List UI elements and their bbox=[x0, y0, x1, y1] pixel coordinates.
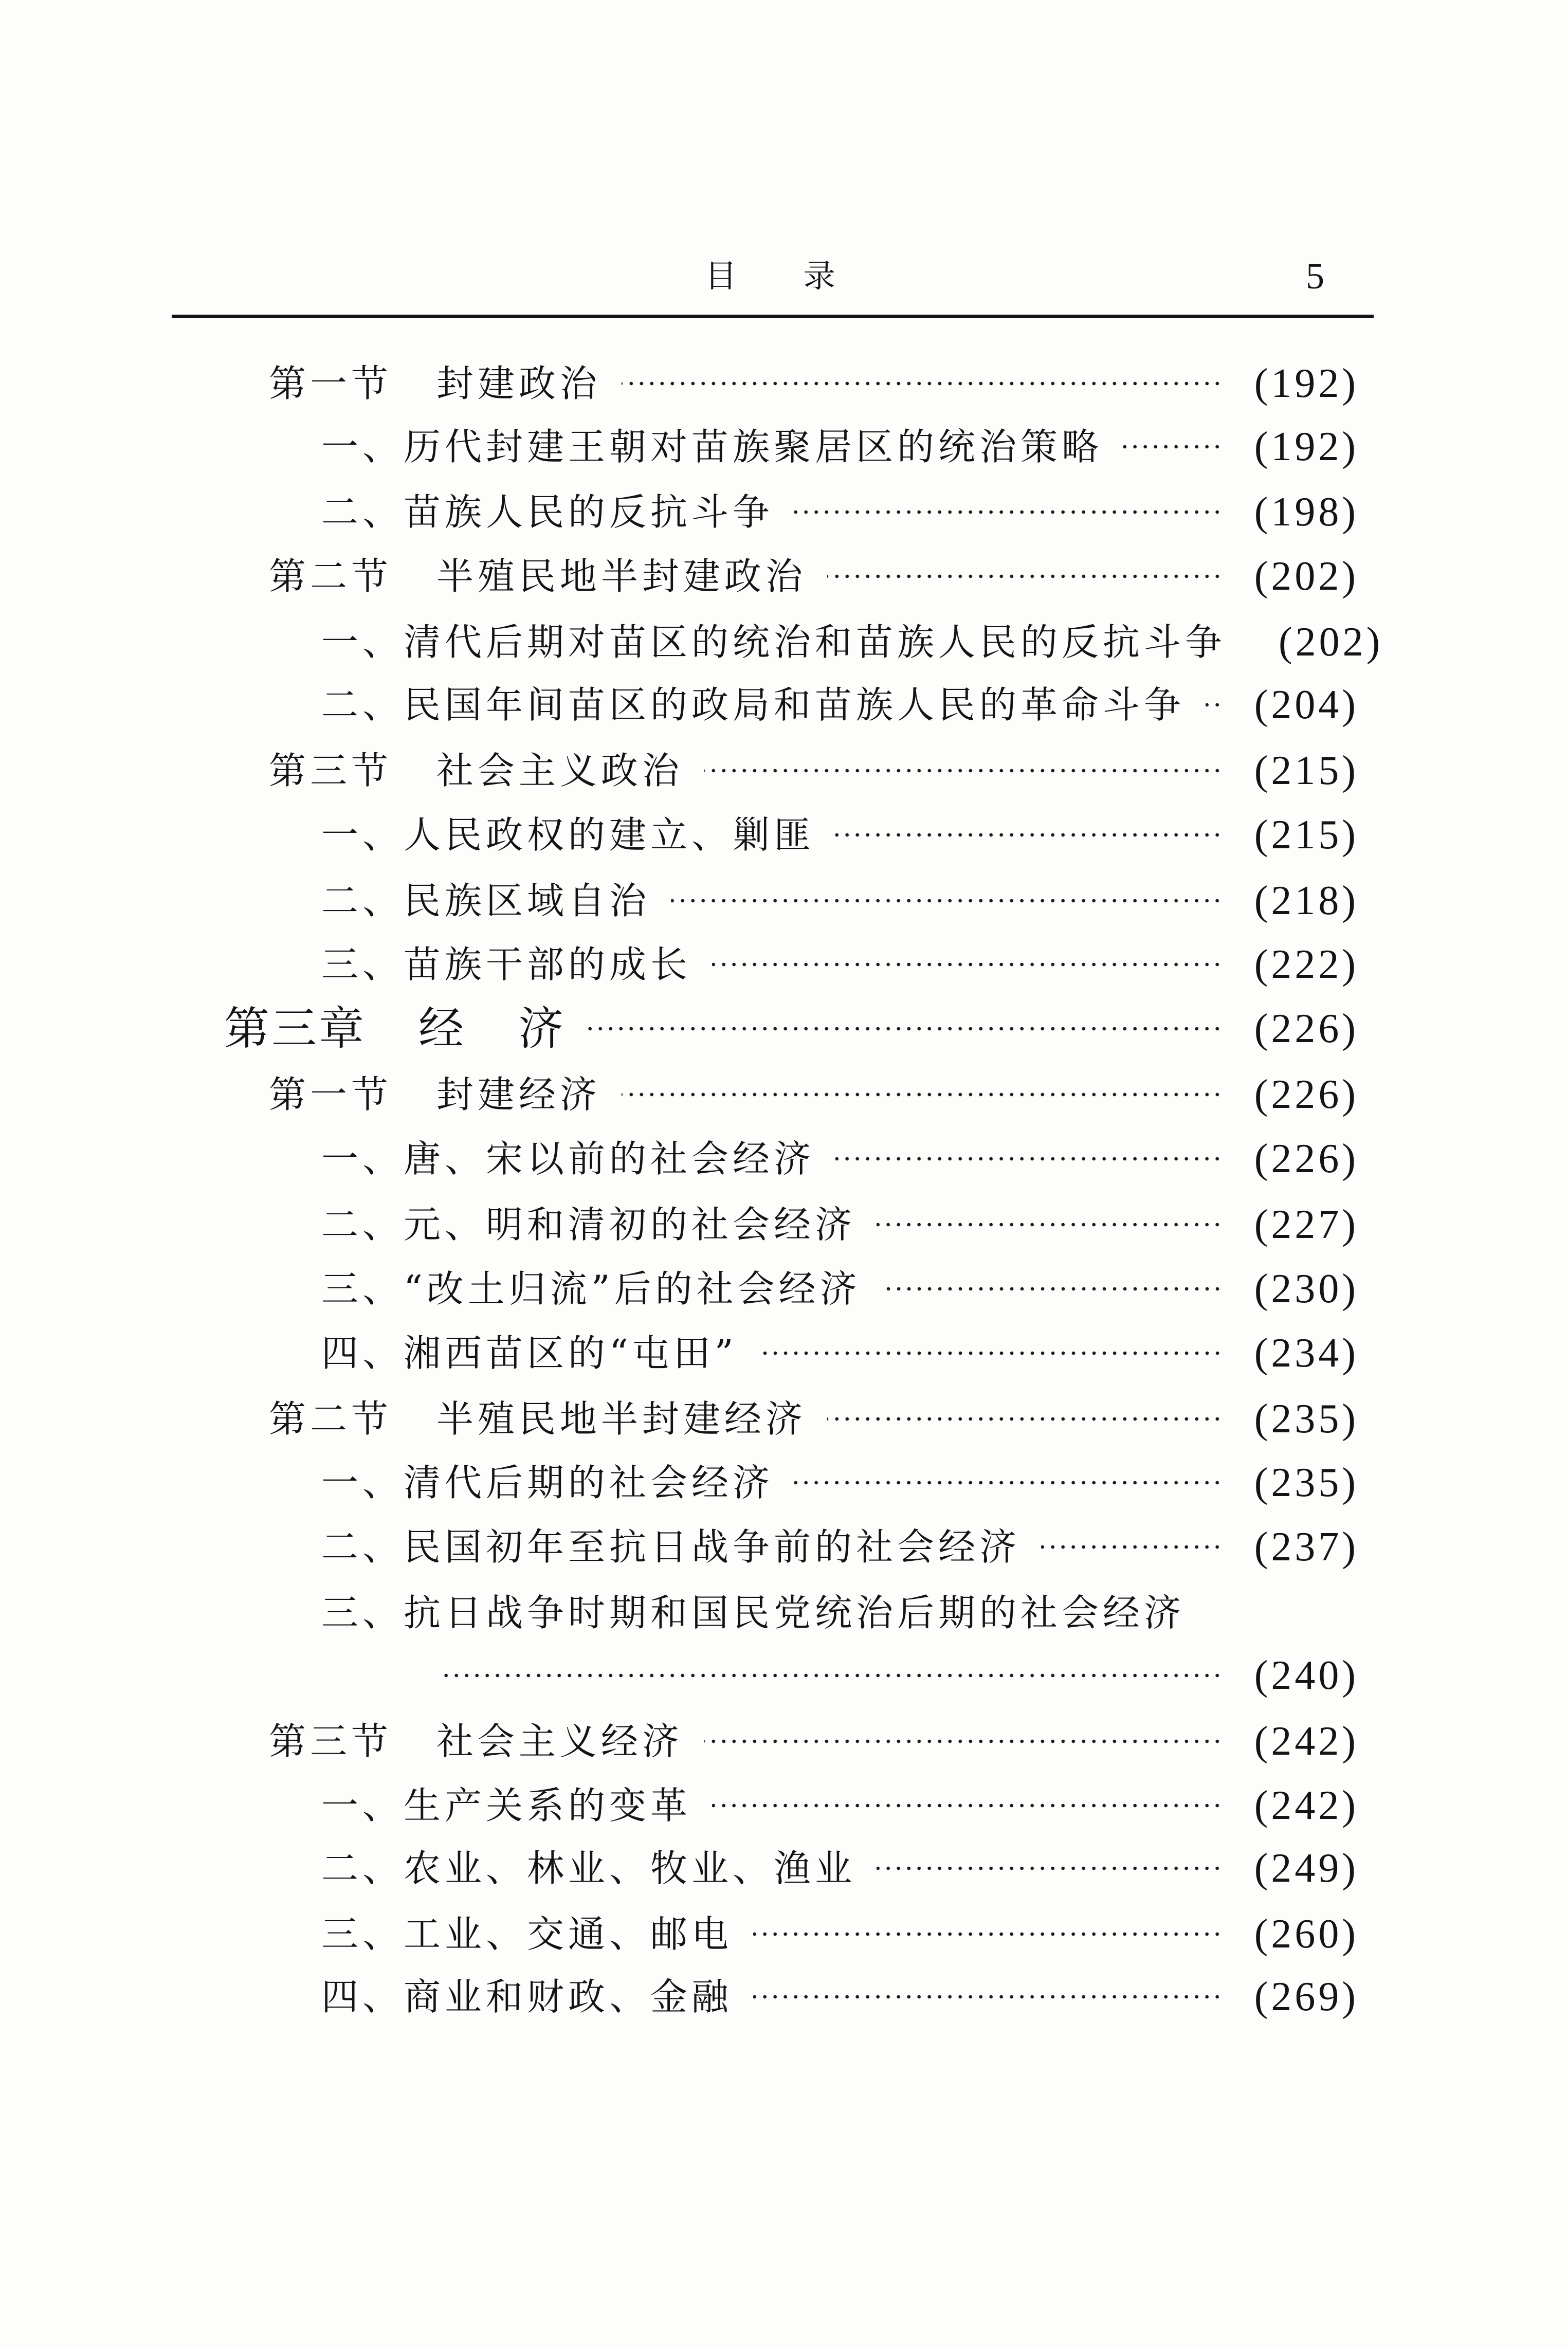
item-title: 一、生产关系的变革 bbox=[321, 1784, 692, 1827]
dot-leader bbox=[704, 768, 1223, 773]
dot-leader bbox=[441, 1673, 1223, 1678]
toc-section-entry bbox=[269, 551, 1359, 602]
toc-chapter-entry bbox=[224, 1003, 1359, 1054]
page-ref: (215) bbox=[1254, 748, 1359, 793]
page-ref: (235) bbox=[1254, 1460, 1359, 1505]
page-ref: (204) bbox=[1254, 682, 1359, 727]
page-ref: (230) bbox=[1254, 1266, 1359, 1312]
page-ref: (242) bbox=[1254, 1719, 1359, 1764]
section-title: 第一节 封建政治 bbox=[269, 362, 601, 405]
dot-leader bbox=[758, 1351, 1223, 1356]
header-rule bbox=[172, 315, 1374, 318]
dot-leader bbox=[671, 898, 1223, 903]
dot-leader bbox=[835, 832, 1223, 837]
toc-section-entry bbox=[269, 1393, 1359, 1445]
item-title: 二、民国初年至抗日战争前的社会经济 bbox=[321, 1525, 1021, 1569]
item-title: 三、工业、交通、邮电 bbox=[321, 1913, 733, 1956]
toc-item-entry bbox=[321, 1133, 1359, 1185]
page-ref: (227) bbox=[1254, 1202, 1359, 1247]
dot-leader bbox=[704, 1739, 1223, 1744]
toc-item-entry bbox=[321, 421, 1359, 472]
section-title: 第二节 半殖民地半封建政治 bbox=[269, 555, 807, 598]
toc-item-entry bbox=[321, 1587, 1359, 1638]
page-ref: (249) bbox=[1254, 1846, 1359, 1891]
item-title: 一、清代后期的社会经济 bbox=[321, 1461, 774, 1504]
dot-leader bbox=[712, 962, 1223, 967]
item-title: 一、唐、宋以前的社会经济 bbox=[321, 1137, 815, 1180]
toc-section-entry bbox=[269, 745, 1359, 796]
page-ref: (198) bbox=[1254, 489, 1359, 535]
section-title: 第三节 社会主义政治 bbox=[269, 749, 683, 792]
toc-item-entry bbox=[321, 1908, 1359, 1960]
dot-leader bbox=[753, 1932, 1223, 1937]
dot-leader bbox=[827, 1416, 1223, 1422]
item-title: 二、苗族人民的反抗斗争 bbox=[321, 490, 774, 534]
page-ref: (202) bbox=[1254, 554, 1359, 599]
item-title: 一、历代封建王朝对苗族聚居区的统治策略 bbox=[321, 425, 1103, 468]
item-title: 一、清代后期对苗区的统治和苗族人民的反抗斗争 bbox=[321, 621, 1227, 664]
toc-section-entry bbox=[269, 1716, 1359, 1767]
toc-item-entry bbox=[321, 1199, 1359, 1250]
dot-leader bbox=[622, 1092, 1223, 1097]
page-ref: (242) bbox=[1254, 1783, 1359, 1828]
toc-item-entry bbox=[321, 486, 1359, 538]
page-number: 5 bbox=[1306, 256, 1324, 297]
toc-item-entry bbox=[321, 616, 1383, 668]
page-ref: (215) bbox=[1254, 812, 1359, 858]
toc-item-entry bbox=[321, 1843, 1359, 1894]
page-ref: (237) bbox=[1254, 1524, 1359, 1570]
dot-leader bbox=[586, 1026, 1223, 1031]
dot-leader bbox=[827, 574, 1223, 579]
dot-leader bbox=[794, 509, 1223, 515]
toc-item-entry bbox=[321, 875, 1359, 926]
dot-leader bbox=[877, 1866, 1223, 1871]
page-ref: (226) bbox=[1254, 1136, 1359, 1181]
page-ref: (192) bbox=[1254, 361, 1359, 406]
dot-leader bbox=[1041, 1544, 1223, 1550]
page-ref: (240) bbox=[1254, 1653, 1359, 1698]
item-title: 二、农业、林业、牧业、渔业 bbox=[321, 1847, 856, 1890]
toc-item-entry bbox=[321, 1971, 1359, 2023]
dot-leader bbox=[753, 1994, 1223, 1999]
item-title: 一、人民政权的建立、剿匪 bbox=[321, 813, 815, 857]
chapter-title: 第三章 经 济 bbox=[224, 1002, 566, 1055]
item-title: 二、元、明和清初的社会经济 bbox=[321, 1203, 856, 1246]
section-title: 第三节 社会主义经济 bbox=[269, 1720, 683, 1763]
page-ref: (235) bbox=[1254, 1396, 1359, 1442]
dot-leader bbox=[835, 1156, 1223, 1161]
toc-item-entry bbox=[321, 1263, 1359, 1315]
item-title: 三、苗族干部的成长 bbox=[321, 943, 692, 986]
page-ref: (269) bbox=[1254, 1974, 1359, 2019]
page-ref: (234) bbox=[1254, 1331, 1359, 1376]
dot-leader bbox=[1206, 702, 1223, 707]
page-ref: (226) bbox=[1254, 1072, 1359, 1117]
section-title: 第一节 封建经济 bbox=[269, 1073, 601, 1116]
running-head-title: 目 录 bbox=[705, 257, 835, 295]
toc-item-entry bbox=[321, 809, 1359, 861]
toc-section-entry bbox=[269, 358, 1359, 409]
page-ref: (202) bbox=[1279, 620, 1383, 665]
toc-item-continuation bbox=[441, 1650, 1359, 1701]
toc-item-entry bbox=[321, 1457, 1359, 1508]
toc-item-entry bbox=[321, 1327, 1359, 1379]
page-ref: (192) bbox=[1254, 424, 1359, 469]
page-ref: (222) bbox=[1254, 942, 1359, 987]
item-title: 三、“改土归流”后的社会经济 bbox=[321, 1267, 861, 1310]
page-ref: (226) bbox=[1254, 1006, 1359, 1051]
item-title: 四、湘西苗区的“屯田” bbox=[321, 1332, 738, 1375]
dot-leader bbox=[877, 1222, 1223, 1227]
toc-item-entry bbox=[321, 939, 1359, 990]
dot-leader bbox=[882, 1286, 1223, 1291]
section-title: 第二节 半殖民地半封建经济 bbox=[269, 1397, 807, 1441]
dot-leader bbox=[794, 1480, 1223, 1485]
page-ref: (260) bbox=[1254, 1911, 1359, 1957]
toc-item-entry bbox=[321, 1521, 1359, 1573]
toc-section-entry bbox=[269, 1069, 1359, 1120]
dot-leader bbox=[712, 1803, 1223, 1808]
item-title: 二、民国年间苗区的政局和苗族人民的革命斗争 bbox=[321, 683, 1186, 726]
page-ref: (218) bbox=[1254, 878, 1359, 923]
item-title: 二、民族区域自治 bbox=[321, 879, 651, 922]
item-title: 三、抗日战争时期和国民党统治后期的社会经济 bbox=[321, 1591, 1186, 1634]
dot-leader bbox=[1123, 444, 1223, 449]
item-title: 四、商业和财政、金融 bbox=[321, 1975, 733, 2018]
toc-item-entry bbox=[321, 679, 1359, 731]
dot-leader bbox=[622, 381, 1223, 386]
toc-item-entry bbox=[321, 1780, 1359, 1831]
